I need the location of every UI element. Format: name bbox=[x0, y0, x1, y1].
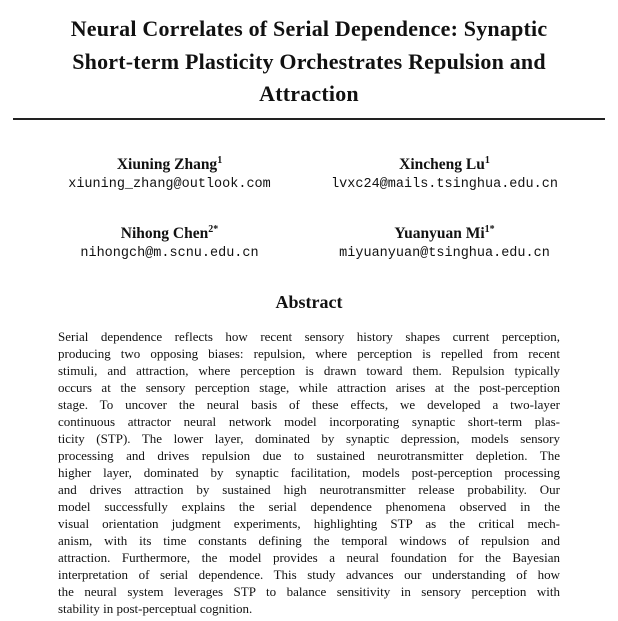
author-email: xiuning_zhang@outlook.com bbox=[68, 176, 271, 192]
author-name bbox=[307, 225, 582, 243]
abstract-line: continuous attractor neural network model incorporating synaptic short-term plas- bbox=[58, 413, 560, 429]
author-name-text: Xincheng Lu bbox=[399, 155, 485, 173]
abstract-line: and drives attraction by sustained high neurotransmitter release probability. Our bbox=[58, 481, 560, 497]
author-name bbox=[32, 225, 307, 243]
author-name bbox=[307, 156, 582, 174]
author-cell bbox=[32, 225, 307, 261]
author-cell bbox=[307, 225, 582, 261]
author-cell bbox=[32, 156, 307, 192]
abstract-line: processing and drives repulsion due to sustained neurotransmitter depletion. The bbox=[58, 447, 560, 463]
author-affiliation-superscript: 1 bbox=[217, 154, 223, 166]
paper-title-line: Short-term Plasticity Orchestrates Repulsion and bbox=[72, 48, 546, 74]
author-email: lvxc24@mails.tsinghua.edu.cn bbox=[331, 176, 558, 192]
abstract-line: visual orientation judgment experiments, highlighting STP as the critical mech- bbox=[58, 516, 560, 532]
abstract-heading: Abstract bbox=[275, 291, 343, 312]
author-email: nihongch@m.scnu.edu.cn bbox=[80, 245, 259, 261]
paper-title-line: Attraction bbox=[259, 81, 359, 106]
abstract-line: attraction. Furthermore, the model provides a neural foundation for the Bayesian bbox=[58, 550, 560, 566]
abstract-line: Serial dependence reflects how recent sensory history shapes current perception, bbox=[58, 328, 560, 344]
author-cell bbox=[307, 156, 582, 192]
abstract-line: model successfully explains the serial dependence phenomena observed in the bbox=[58, 498, 560, 514]
abstract-line: the neural system leverages STP to balance sensitivity in sensory perception with bbox=[58, 584, 560, 600]
abstract-line: producing two opposing biases: repulsion, where perception is repelled from recent bbox=[58, 345, 560, 361]
paper-title-line: Neural Correlates of Serial Dependence: Synaptic bbox=[70, 16, 548, 41]
title-rule bbox=[13, 118, 605, 120]
abstract-text bbox=[58, 328, 560, 618]
author-name-text: Yuanyuan Mi bbox=[394, 224, 485, 242]
abstract-line: stage. To uncover the neural basis of these effects, we developed a two-layer bbox=[58, 396, 560, 412]
author-name-text: Xiuning Zhang bbox=[116, 155, 218, 173]
author-email: miyuanyuan@tsinghua.edu.cn bbox=[339, 245, 550, 261]
author-affiliation-superscript: 1* bbox=[484, 223, 495, 235]
author-name bbox=[32, 156, 307, 174]
abstract-line: stimuli, and attraction, where perception is drawn toward them. Repulsion typically bbox=[58, 362, 560, 378]
author-affiliation-superscript: 2* bbox=[208, 223, 219, 235]
abstract-line: stability in post-perceptual cognition. bbox=[58, 601, 253, 617]
abstract-line: occurs at the sensory perception stage, while attraction arises at the post-perception bbox=[58, 379, 560, 395]
author-affiliation-superscript: 1 bbox=[484, 154, 490, 166]
abstract-line: interpretation of serial dependence. This study advances our understanding of how bbox=[58, 567, 560, 583]
abstract-line: higher layer, dominated by synaptic facilitation, models post-perception processing bbox=[58, 464, 560, 480]
author-block bbox=[0, 156, 618, 261]
abstract-line: ticity (STP). The lower layer, dominated by synaptic depression, models sensory bbox=[58, 430, 560, 446]
abstract-line: anism, with its time constants defining the temporal windows of repulsion and bbox=[58, 533, 560, 549]
paper-title bbox=[0, 0, 618, 111]
author-name-text: Nihong Chen bbox=[120, 224, 209, 242]
